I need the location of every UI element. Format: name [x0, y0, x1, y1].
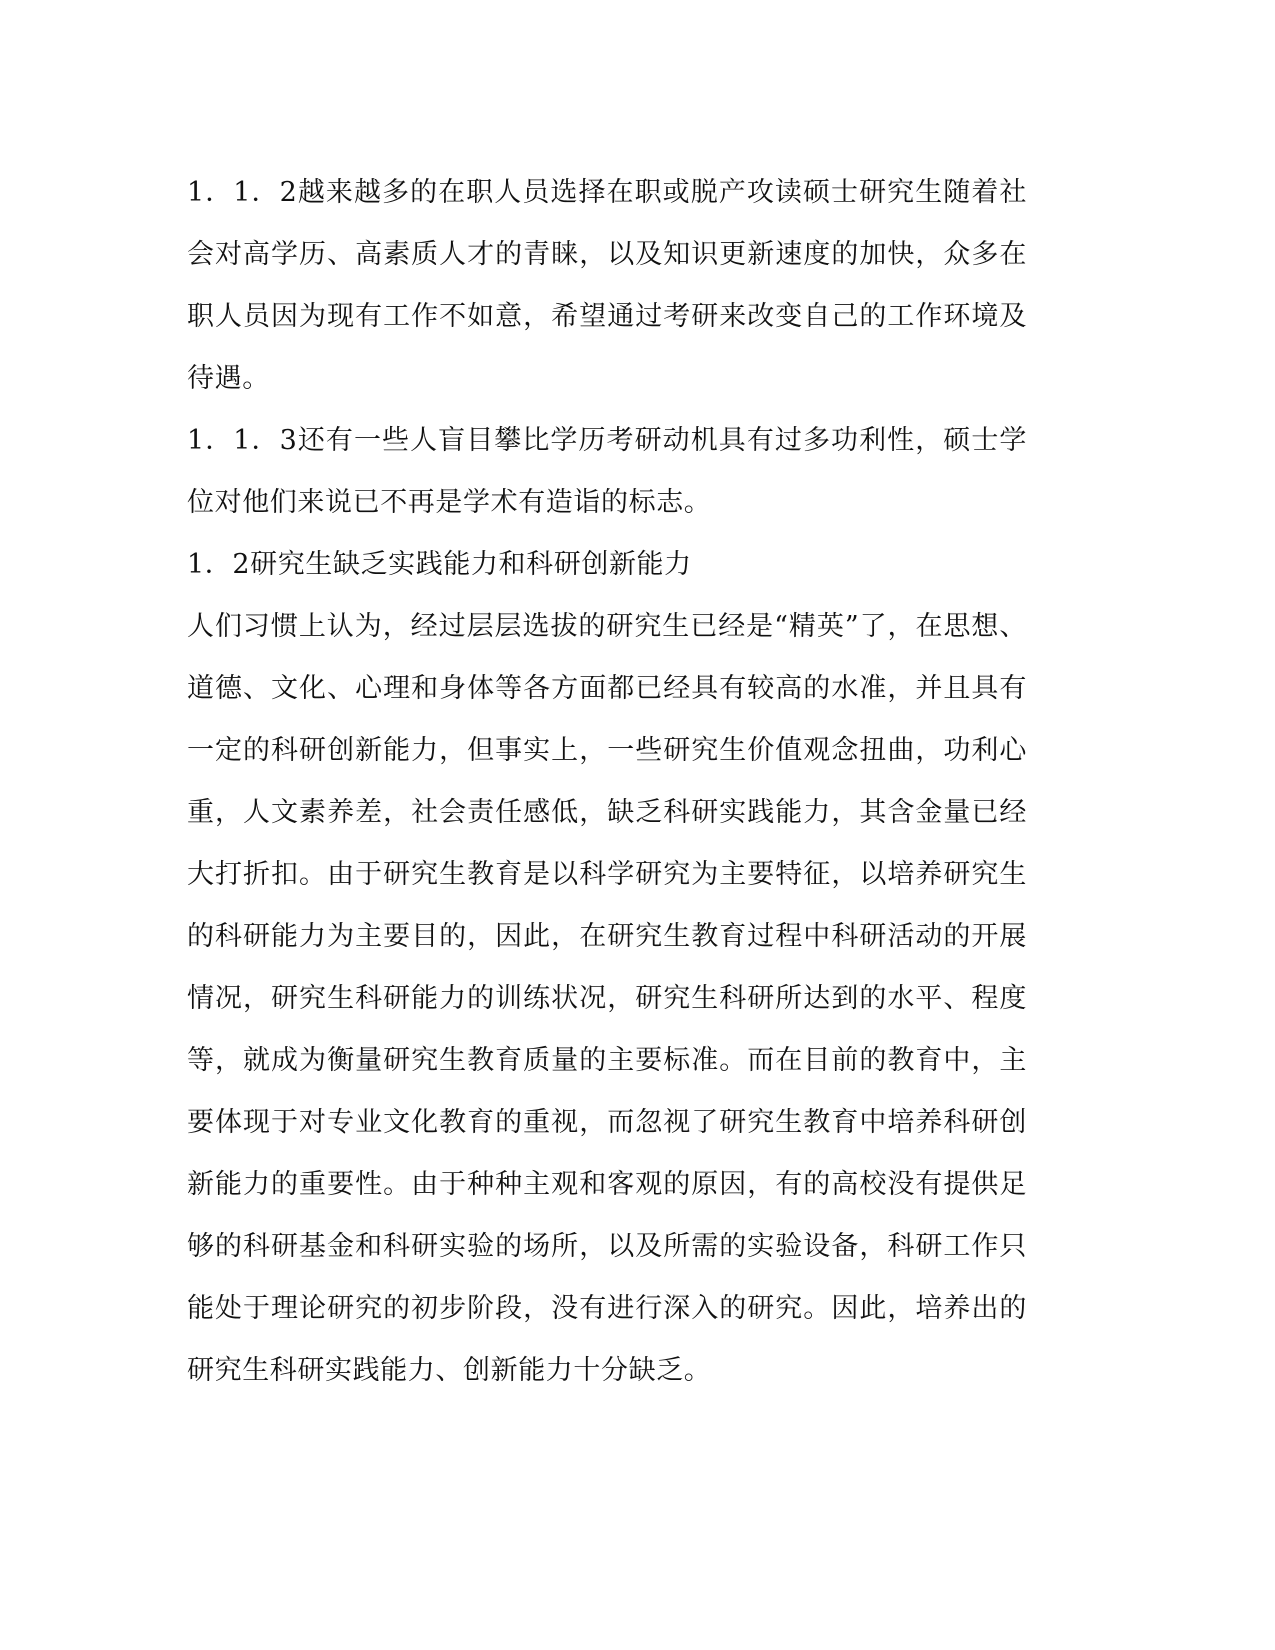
document-body — [187, 162, 1027, 1402]
paragraph-1-1-3: 1．1．3还有一些人盲目攀比学历考研动机具有过多功利性，硕士学位对他们来说已不再是学术有造诣的标志。 — [187, 425, 1027, 518]
paragraph-1-1-2: 1．1．2越来越多的在职人员选择在职或脱产攻读硕士研究生随着社会对高学历、高素质人才的青睐，以及知识更新速度的加快，众多在职人员因为现有工作不如意，希望通过考研来改变自己的工作环境及待遇。 — [187, 177, 1027, 394]
paragraph-body: 人们习惯上认为，经过层层选拔的研究生已经是“精英”了，在思想、道德、文化、心理和身体等各方面都已经具有较高的水准，并且具有一定的科研创新能力，但事实上，一些研究生价值观念扭曲，功利心重，人文素养差，社会责任感低，缺乏科研实践能力，其含金量已经大打折扣。由于研究生教育是以科学研究为主要特征，以培养研究生的科研能力为主要目的，因此，在研究生教育过程中科研活动的开展情况，研究生科研能力的训练状况，研究生科研所达到的水平、程度等，就成为衡量研究生教育质量的主要标准。而在目前的教育中，主要体现于对专业文化教育的重视，而忽视了研究生教育中培养科研创新能力的重要性。由于种种主观和客观的原因，有的高校没有提供足够的科研基金和科研实验的场所，以及所需的实验设备，科研工作只能处于理论研究的初步阶段，没有进行深入的研究。因此，培养出的研究生科研实践能力、创新能力十分缺乏。 — [187, 611, 1027, 1386]
section-heading-1-2: 1．2研究生缺乏实践能力和科研创新能力 — [187, 549, 692, 580]
